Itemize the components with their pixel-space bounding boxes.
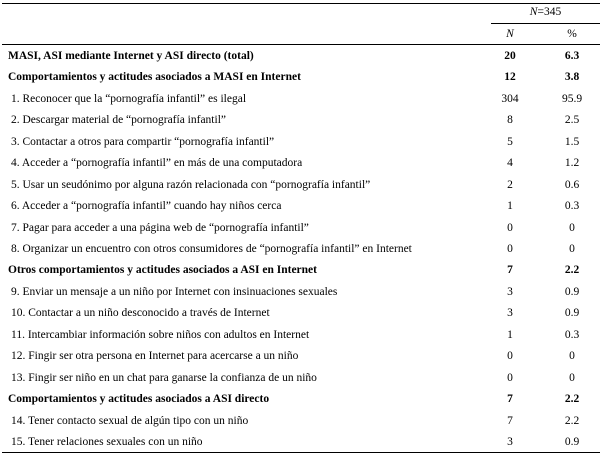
row-n: 3 xyxy=(507,436,513,448)
row-percent: 1.5 xyxy=(564,136,580,148)
row-n: 3 xyxy=(507,307,513,319)
row-percent: 2.5 xyxy=(564,114,580,126)
table-row xyxy=(0,197,600,215)
row-label: 6. Acceder a “pornografía infantil” cuando hay niños cerca xyxy=(11,200,282,212)
table-row xyxy=(0,412,600,430)
table-row xyxy=(0,176,600,194)
row-percent: 2.2 xyxy=(564,393,580,405)
row-n: 1 xyxy=(507,329,513,341)
row-label: 14. Tener contacto sexual de algún tipo con un niño xyxy=(11,415,249,427)
header-rule xyxy=(2,44,600,45)
row-label: 1. Reconocer que la “pornografía infantil” es ilegal xyxy=(11,93,247,105)
top-rule xyxy=(2,3,600,4)
row-label: 5. Usar un seudónimo por alguna razón relacionada con “pornografía infantil” xyxy=(11,179,371,191)
row-label: 11. Intercambiar información sobre niños con adultos en Internet xyxy=(11,329,310,341)
row-percent: 3.8 xyxy=(564,71,580,83)
row-percent: 0 xyxy=(569,350,575,362)
table-row xyxy=(0,154,600,172)
row-n: 3 xyxy=(507,286,513,298)
row-label: Comportamientos y actitudes asociados a MASI en Internet xyxy=(8,71,301,83)
table-row xyxy=(0,283,600,301)
table-row xyxy=(0,68,600,86)
row-n: 2 xyxy=(507,179,513,191)
row-n: 0 xyxy=(507,243,513,255)
sample-size-symbol: N xyxy=(529,6,538,18)
sample-size-header xyxy=(491,6,600,18)
row-n: 0 xyxy=(507,372,513,384)
row-percent: 0.3 xyxy=(564,200,580,212)
row-n: 20 xyxy=(504,50,516,62)
row-n: 4 xyxy=(507,157,513,169)
row-n: 7 xyxy=(507,415,513,427)
row-label: 2. Descargar material de “pornografía infantil” xyxy=(11,114,226,126)
column-header-percent: % xyxy=(567,28,577,40)
row-n: 12 xyxy=(504,71,516,83)
row-percent: 6.3 xyxy=(564,50,580,62)
row-percent: 0 xyxy=(569,372,575,384)
table-row xyxy=(0,111,600,129)
table-row xyxy=(0,219,600,237)
row-percent: 0.9 xyxy=(564,436,580,448)
row-n: 5 xyxy=(507,136,513,148)
row-percent: 0.3 xyxy=(564,329,580,341)
table-row xyxy=(0,240,600,258)
row-percent: 0.9 xyxy=(564,286,580,298)
table-row xyxy=(0,304,600,322)
row-percent: 2.2 xyxy=(564,264,580,276)
table-row xyxy=(0,47,600,65)
row-label: 9. Enviar un mensaje a un niño por Internet con insinuaciones sexuales xyxy=(11,286,338,298)
row-percent: 0 xyxy=(569,243,575,255)
table-row xyxy=(0,390,600,408)
table-row xyxy=(0,369,600,387)
row-label: 8. Organizar un encuentro con otros consumidores de “pornografía infantil” en Internet xyxy=(11,243,412,255)
row-label: Comportamientos y actitudes asociados a ASI directo xyxy=(8,393,270,405)
row-percent: 2.2 xyxy=(564,415,580,427)
row-label: 7. Pagar para acceder a una página web de “pornografía infantil” xyxy=(11,222,309,234)
row-percent: 0 xyxy=(569,222,575,234)
row-n: 8 xyxy=(507,114,513,126)
row-n: 7 xyxy=(507,264,513,276)
sample-size-rule xyxy=(491,23,600,24)
table-row xyxy=(0,433,600,451)
table-row xyxy=(0,347,600,365)
column-header-n: N xyxy=(506,28,514,40)
row-label: 4. Acceder a “pornografía infantil” en más de una computadora xyxy=(11,157,303,169)
row-label: 15. Tener relaciones sexuales con un niño xyxy=(11,436,203,448)
row-label: 10. Contactar a un niño desconocido a través de Internet xyxy=(11,307,270,319)
row-label: Otros comportamientos y actitudes asociados a ASI en Internet xyxy=(8,264,317,276)
table-row xyxy=(0,326,600,344)
row-label: 13. Fingir ser niño en un chat para ganarse la confianza de un niño xyxy=(11,372,317,384)
sample-size-value: =345 xyxy=(537,6,562,18)
table-row xyxy=(0,133,600,151)
row-label: MASI, ASI mediante Internet y ASI directo (total) xyxy=(8,50,254,62)
row-n: 0 xyxy=(507,222,513,234)
row-n: 304 xyxy=(501,93,519,105)
row-percent: 0.6 xyxy=(564,179,580,191)
row-n: 7 xyxy=(507,393,513,405)
row-percent: 0.9 xyxy=(564,307,580,319)
row-n: 1 xyxy=(507,200,513,212)
row-label: 3. Contactar a otros para compartir “pornografía infantil” xyxy=(11,136,275,148)
row-n: 0 xyxy=(507,350,513,362)
table-row xyxy=(0,90,600,108)
row-label: 12. Fingir ser otra persona en Internet para acercarse a un niño xyxy=(11,350,299,362)
row-percent: 1.2 xyxy=(564,157,580,169)
bottom-rule xyxy=(2,452,600,453)
table-row xyxy=(0,261,600,279)
row-percent: 95.9 xyxy=(561,93,583,105)
